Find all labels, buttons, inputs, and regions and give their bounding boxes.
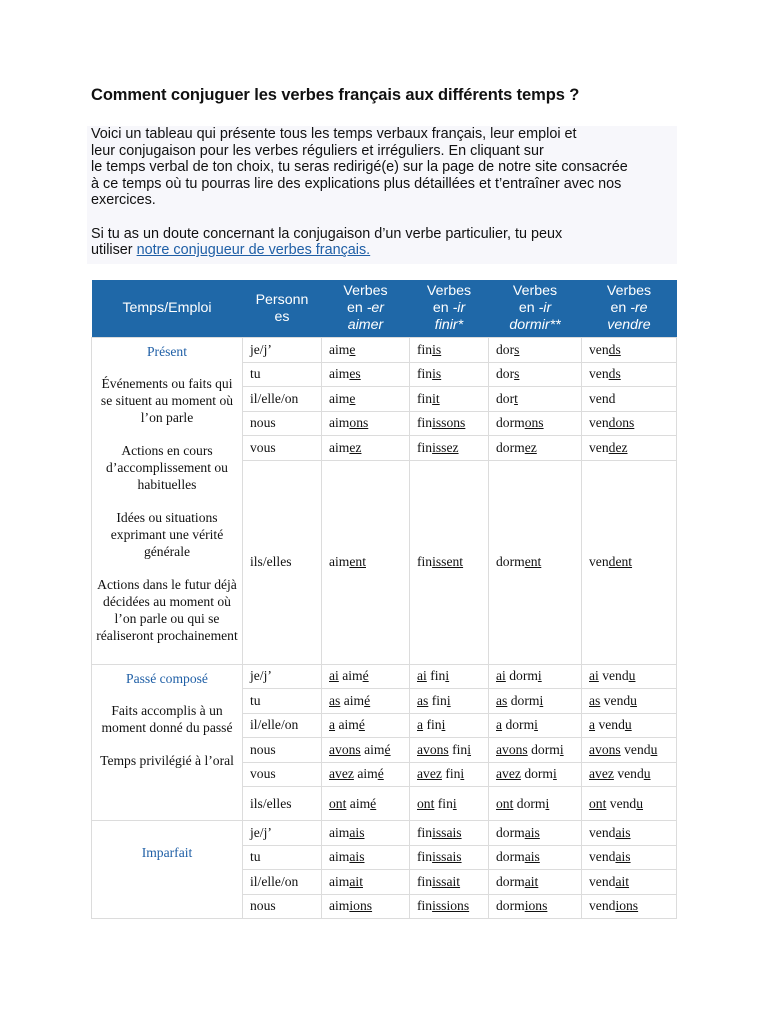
auxiliary: ont	[496, 795, 514, 811]
verb-ending: i	[537, 668, 542, 684]
verb-ending: é	[364, 692, 371, 708]
auxiliary: ai	[417, 668, 427, 684]
conjugation-cell	[489, 460, 582, 664]
verb-stem: aim	[329, 554, 350, 569]
auxiliary: avez	[496, 766, 521, 782]
conjugation-cell	[582, 436, 677, 461]
conjugation-cell	[322, 411, 410, 436]
intro-line: utiliser	[91, 242, 137, 259]
conjugation-cell	[410, 845, 489, 870]
verb-ending: es	[349, 366, 361, 382]
verb-stem: fin	[417, 415, 433, 431]
conjugation-cell	[582, 787, 677, 821]
conjugation-cell	[322, 362, 410, 387]
page-title: Comment conjuguer les verbes français aux différents temps ?	[91, 86, 580, 104]
verb-stem: dorm	[510, 692, 540, 708]
verb-stem: vend	[617, 766, 644, 782]
verb-stem: dorm	[496, 415, 525, 431]
conjugation-cell	[489, 762, 582, 787]
verb-stem: aim	[349, 795, 371, 811]
intro-line: exercices.	[91, 192, 156, 209]
person-cell: il/elle/on	[243, 387, 322, 412]
conjugation-cell	[582, 762, 677, 787]
table-header-row	[92, 280, 677, 338]
header-personnes: Personn es	[243, 280, 322, 338]
conjugation-cell	[489, 870, 582, 895]
conjugation-cell	[582, 411, 677, 436]
verb-stem: vend	[589, 849, 616, 865]
auxiliary: avons	[417, 741, 449, 757]
header-temps-emploi: Temps/Emploi	[92, 280, 243, 338]
verb-ending: i	[452, 795, 457, 811]
verb-stem: dor	[496, 341, 515, 357]
auxiliary: ai	[496, 668, 506, 684]
conjugation-cell	[489, 713, 582, 738]
verb-ending: dez	[608, 439, 628, 455]
conjugation-cell	[322, 787, 410, 821]
conjugation-cell	[410, 411, 489, 436]
verb-stem: fin	[437, 795, 453, 811]
verb-ending: is	[432, 366, 442, 382]
verb-stem: fin	[417, 898, 433, 914]
verb-ending: issait	[432, 873, 461, 889]
conjugation-cell	[489, 787, 582, 821]
emploi-description: Faits accomplis à un moment donné du passé	[101, 702, 233, 735]
conjugation-cell	[322, 845, 410, 870]
intro-paragraph-2	[87, 226, 677, 259]
conjugation-cell	[322, 738, 410, 763]
verb-ending: ait	[349, 873, 363, 889]
person-cell: je/j’	[243, 821, 322, 846]
emploi-description: Actions en cours d’accomplissement ou habituelles	[106, 443, 228, 492]
verb-stem: vend	[603, 692, 631, 708]
verb-stem: dorm	[516, 795, 546, 811]
verb-ending: i	[446, 692, 451, 708]
verb-ending: issent	[432, 554, 464, 569]
verb-ending: ions	[524, 898, 548, 914]
person-cell: nous	[243, 738, 322, 763]
conjugation-cell	[322, 338, 410, 363]
verb-ending: u	[628, 668, 636, 684]
tense-link[interactable]: Passé composé	[126, 670, 208, 686]
verb-ending: ds	[608, 341, 621, 357]
conjugation-cell	[322, 894, 410, 919]
intro-line: Voici un tableau qui présente tous les temps verbaux français, leur emploi et	[91, 126, 577, 142]
intro-line: leur conjugaison pour les verbes réguliers et irréguliers. En cliquant sur	[91, 142, 544, 159]
verb-stem: aim	[364, 741, 385, 757]
conjugation-cell	[410, 436, 489, 461]
conjugation-cell	[489, 411, 582, 436]
verb-stem: dor	[496, 390, 515, 406]
auxiliary: as	[589, 692, 601, 708]
verb-ending: i	[545, 795, 550, 811]
conjugation-cell	[582, 821, 677, 846]
verb-ending: issons	[432, 415, 466, 431]
verb-stem: ven	[589, 439, 609, 455]
intro-paragraph	[87, 126, 677, 209]
person-cell: tu	[243, 362, 322, 387]
verb-ending: u	[650, 741, 658, 757]
auxiliary: as	[329, 692, 341, 708]
verb-ending: ions	[615, 898, 639, 914]
verb-ending: i	[553, 766, 557, 782]
verb-ending: dent	[608, 554, 633, 569]
conjugation-cell	[322, 436, 410, 461]
person-cell: vous	[243, 436, 322, 461]
verb-stem: dorm	[496, 554, 525, 569]
verb-ending: ez	[524, 439, 537, 455]
verb-ending: issions	[432, 898, 470, 914]
verb-ending: u	[630, 692, 637, 708]
conjugation-cell	[582, 689, 677, 714]
conjugation-cell	[410, 713, 489, 738]
intro-box	[87, 126, 677, 264]
conjugation-cell	[410, 460, 489, 664]
auxiliary: ont	[589, 795, 607, 811]
verb-ending: ais	[349, 824, 365, 840]
auxiliary: ont	[329, 795, 347, 811]
person-cell: ils/elles	[243, 460, 322, 664]
conjugation-cell	[582, 664, 677, 689]
verb-stem: aim	[342, 668, 363, 684]
verb-ending: é	[384, 741, 391, 757]
verb-stem: dorm	[531, 741, 560, 757]
conjugation-cell	[322, 689, 410, 714]
conjugation-cell	[582, 362, 677, 387]
verb-ending: i	[445, 668, 450, 684]
verb-stem: ven	[589, 341, 609, 357]
conjugation-cell	[489, 894, 582, 919]
verb-ending: ait	[615, 873, 630, 889]
verb-stem: dorm	[496, 849, 525, 865]
verb-stem: vend	[589, 873, 616, 889]
verb-stem: dorm	[524, 766, 554, 782]
auxiliary: ai	[589, 668, 599, 684]
conjugation-cell	[410, 664, 489, 689]
header-verbes-re: Verbes en -re vendre	[582, 280, 677, 338]
verb-ending: e	[349, 341, 356, 357]
verb-ending: ais	[524, 849, 540, 865]
conjugation-cell	[410, 338, 489, 363]
verb-stem: dorm	[509, 668, 538, 684]
verb-ending: é	[377, 766, 384, 782]
verb-ending: ent	[524, 554, 542, 569]
verb-stem: dorm	[496, 873, 525, 889]
verb-stem: fin	[417, 824, 433, 840]
verb-stem: fin	[430, 668, 446, 684]
conjugation-cell	[410, 738, 489, 763]
tense-link[interactable]: Présent	[146, 344, 188, 359]
person-cell: je/j’	[243, 664, 322, 689]
verb-ending: i	[534, 717, 538, 733]
auxiliary: a	[417, 717, 424, 733]
verb-stem: vend	[609, 795, 637, 811]
verb-ending: ds	[608, 366, 621, 382]
verb-ending: é	[370, 795, 377, 811]
verb-stem: ven	[589, 554, 609, 569]
verb-stem: fin	[417, 341, 433, 357]
verb-ending: ais	[524, 824, 540, 840]
verb-ending: i	[460, 766, 465, 782]
verb-stem: aim	[329, 824, 350, 840]
person-cell: nous	[243, 411, 322, 436]
conjugation-table	[91, 280, 677, 919]
auxiliary: a	[589, 717, 596, 733]
passe-compose-emploi-cell	[92, 664, 243, 821]
conjugation-cell	[582, 870, 677, 895]
verb-stem: aim	[343, 692, 365, 708]
conjugation-cell	[489, 845, 582, 870]
verb-stem: aim	[329, 849, 350, 865]
auxiliary: a	[329, 717, 336, 733]
auxiliary: a	[496, 717, 503, 733]
conjugation-cell	[582, 338, 677, 363]
verb-ending: t	[514, 390, 518, 406]
verb-ending: u	[624, 717, 632, 733]
auxiliary: as	[496, 692, 508, 708]
intro-line: le temps verbal de ton choix, tu seras redirigé(e) sur la page de notre site consacrée	[91, 159, 628, 176]
person-cell: je/j’	[243, 338, 322, 363]
person-cell: vous	[243, 762, 322, 787]
verb-ending: s	[514, 366, 520, 382]
conjugation-cell	[489, 738, 582, 763]
conjugation-cell	[582, 738, 677, 763]
verb-stem: fin	[417, 390, 433, 406]
conjugation-cell	[322, 870, 410, 895]
verb-ending: ons	[349, 415, 369, 431]
verb-stem: vend	[598, 717, 625, 733]
verb-stem: fin	[417, 554, 433, 569]
conjugation-cell	[489, 664, 582, 689]
verb-stem: fin	[417, 439, 433, 455]
table-row	[92, 338, 677, 363]
conjugation-cell	[410, 387, 489, 412]
conjugation-cell	[410, 787, 489, 821]
conjugation-cell	[410, 689, 489, 714]
table-row	[92, 821, 677, 846]
emploi-description: Actions dans le futur déjà décidées au moment où l’on parle ou qui se réaliseront prochainement	[96, 577, 238, 643]
auxiliary: avons	[329, 741, 361, 757]
verb-stem: aim	[357, 766, 378, 782]
conjugation-cell	[410, 362, 489, 387]
auxiliary: ai	[329, 668, 339, 684]
verb-stem: aim	[329, 341, 350, 357]
person-cell: il/elle/on	[243, 713, 322, 738]
verb-stem: aim	[338, 717, 359, 733]
intro-line: Si tu as un doute concernant la conjugaison d’un verbe particulier, tu peux	[91, 225, 563, 242]
verb-stem: vend	[602, 668, 629, 684]
present-emploi-cell	[92, 338, 243, 665]
verb-stem: dorm	[505, 717, 535, 733]
verb-ending: e	[349, 390, 356, 406]
auxiliary: avez	[417, 766, 442, 782]
conjugation-cell	[489, 436, 582, 461]
emploi-description: Temps privilégié à l’oral	[100, 752, 234, 768]
verb-ending: é	[362, 668, 369, 684]
verb-ending: ais	[615, 849, 631, 865]
verb-ending: i	[467, 741, 472, 757]
conjugation-cell	[489, 689, 582, 714]
verb-stem: fin	[452, 741, 468, 757]
table-row	[92, 664, 677, 689]
conjugation-cell	[582, 387, 677, 412]
person-cell: ils/elles	[243, 787, 322, 821]
person-cell: tu	[243, 845, 322, 870]
verb-stem: aim	[329, 439, 350, 455]
verb-ending: ent	[349, 554, 366, 569]
conjugation-cell	[322, 821, 410, 846]
header-verbes-ir-2: Verbes en -ir dormir**	[489, 280, 582, 338]
conjugueur-link[interactable]: notre conjugueur de verbes français.	[136, 242, 371, 259]
conjugation-cell	[322, 713, 410, 738]
conjugation-cell	[410, 821, 489, 846]
verb-ending: issais	[432, 849, 462, 865]
verb-stem: aim	[329, 898, 350, 914]
verb-ending: é	[358, 717, 365, 733]
tense-link[interactable]: Imparfait	[141, 845, 193, 860]
auxiliary: avons	[496, 741, 528, 757]
verb-ending: ait	[524, 873, 539, 889]
verb-stem: fin	[417, 849, 433, 865]
verb-ending: u	[643, 766, 651, 782]
auxiliary: ont	[417, 795, 435, 811]
verb-ending: ions	[349, 898, 373, 914]
header-verbes-ir: Verbes en -ir finir*	[410, 280, 489, 338]
conjugation-cell	[489, 821, 582, 846]
conjugation-cell	[489, 387, 582, 412]
conjugation-cell	[322, 460, 410, 664]
auxiliary: avez	[329, 766, 354, 782]
conjugation-cell	[410, 870, 489, 895]
conjugation-cell	[410, 894, 489, 919]
verb-ending: dons	[608, 415, 635, 431]
verb-stem: aim	[329, 390, 350, 406]
verb-stem: vend	[624, 741, 651, 757]
verb-stem: vend	[589, 824, 616, 840]
auxiliary: as	[417, 692, 429, 708]
verb-ending: is	[432, 341, 442, 357]
person-cell: tu	[243, 689, 322, 714]
verb-stem: aim	[329, 415, 350, 431]
verb-ending: ais	[349, 849, 365, 865]
verb-stem: dorm	[496, 824, 525, 840]
verb-ending: s	[514, 341, 520, 357]
verb-ending: ais	[615, 824, 631, 840]
verb-stem: dorm	[496, 898, 525, 914]
conjugation-cell	[582, 845, 677, 870]
conjugation-cell	[322, 762, 410, 787]
verb-stem: dor	[496, 366, 515, 382]
verb-stem: aim	[329, 366, 350, 382]
conjugation-cell	[489, 362, 582, 387]
header-verbes-er: Verbes en -er aimer	[322, 280, 410, 338]
verb-stem: ven	[589, 366, 609, 382]
intro-line: à ce temps où tu pourras lire des explications plus détaillées et t’entraîner avec nos	[91, 175, 622, 192]
auxiliary: avez	[589, 766, 614, 782]
verb-ending: issais	[432, 824, 462, 840]
verb-stem: fin	[417, 366, 433, 382]
verb-stem: ven	[589, 415, 609, 431]
conjugation-cell	[582, 460, 677, 664]
verb-stem: fin	[445, 766, 461, 782]
verb-stem: dorm	[496, 439, 525, 455]
verb-ending: i	[441, 717, 446, 733]
person-cell: il/elle/on	[243, 870, 322, 895]
verb-ending: i	[539, 692, 544, 708]
verb-stem: fin	[431, 692, 447, 708]
verb-stem: vend	[589, 390, 616, 406]
verb-ending: u	[636, 795, 644, 811]
verb-ending: ons	[524, 415, 544, 431]
conjugation-cell	[322, 387, 410, 412]
verb-stem: fin	[417, 873, 433, 889]
emploi-description: Événements ou faits qui se situent au moment où l’on parle	[100, 376, 234, 425]
auxiliary: avons	[589, 741, 621, 757]
verb-ending: ez	[349, 439, 362, 455]
verb-stem: fin	[426, 717, 442, 733]
verb-stem: vend	[589, 898, 616, 914]
verb-ending: issez	[432, 439, 459, 455]
verb-ending: i	[559, 741, 564, 757]
imparfait-emploi-cell	[92, 821, 243, 919]
person-cell: nous	[243, 894, 322, 919]
conjugation-cell	[322, 664, 410, 689]
conjugation-cell	[582, 894, 677, 919]
emploi-description: Idées ou situations exprimant une vérité générale	[110, 510, 224, 559]
verb-stem: aim	[329, 873, 350, 889]
conjugation-cell	[489, 338, 582, 363]
conjugation-cell	[410, 762, 489, 787]
verb-ending: it	[432, 390, 440, 406]
conjugation-cell	[582, 713, 677, 738]
